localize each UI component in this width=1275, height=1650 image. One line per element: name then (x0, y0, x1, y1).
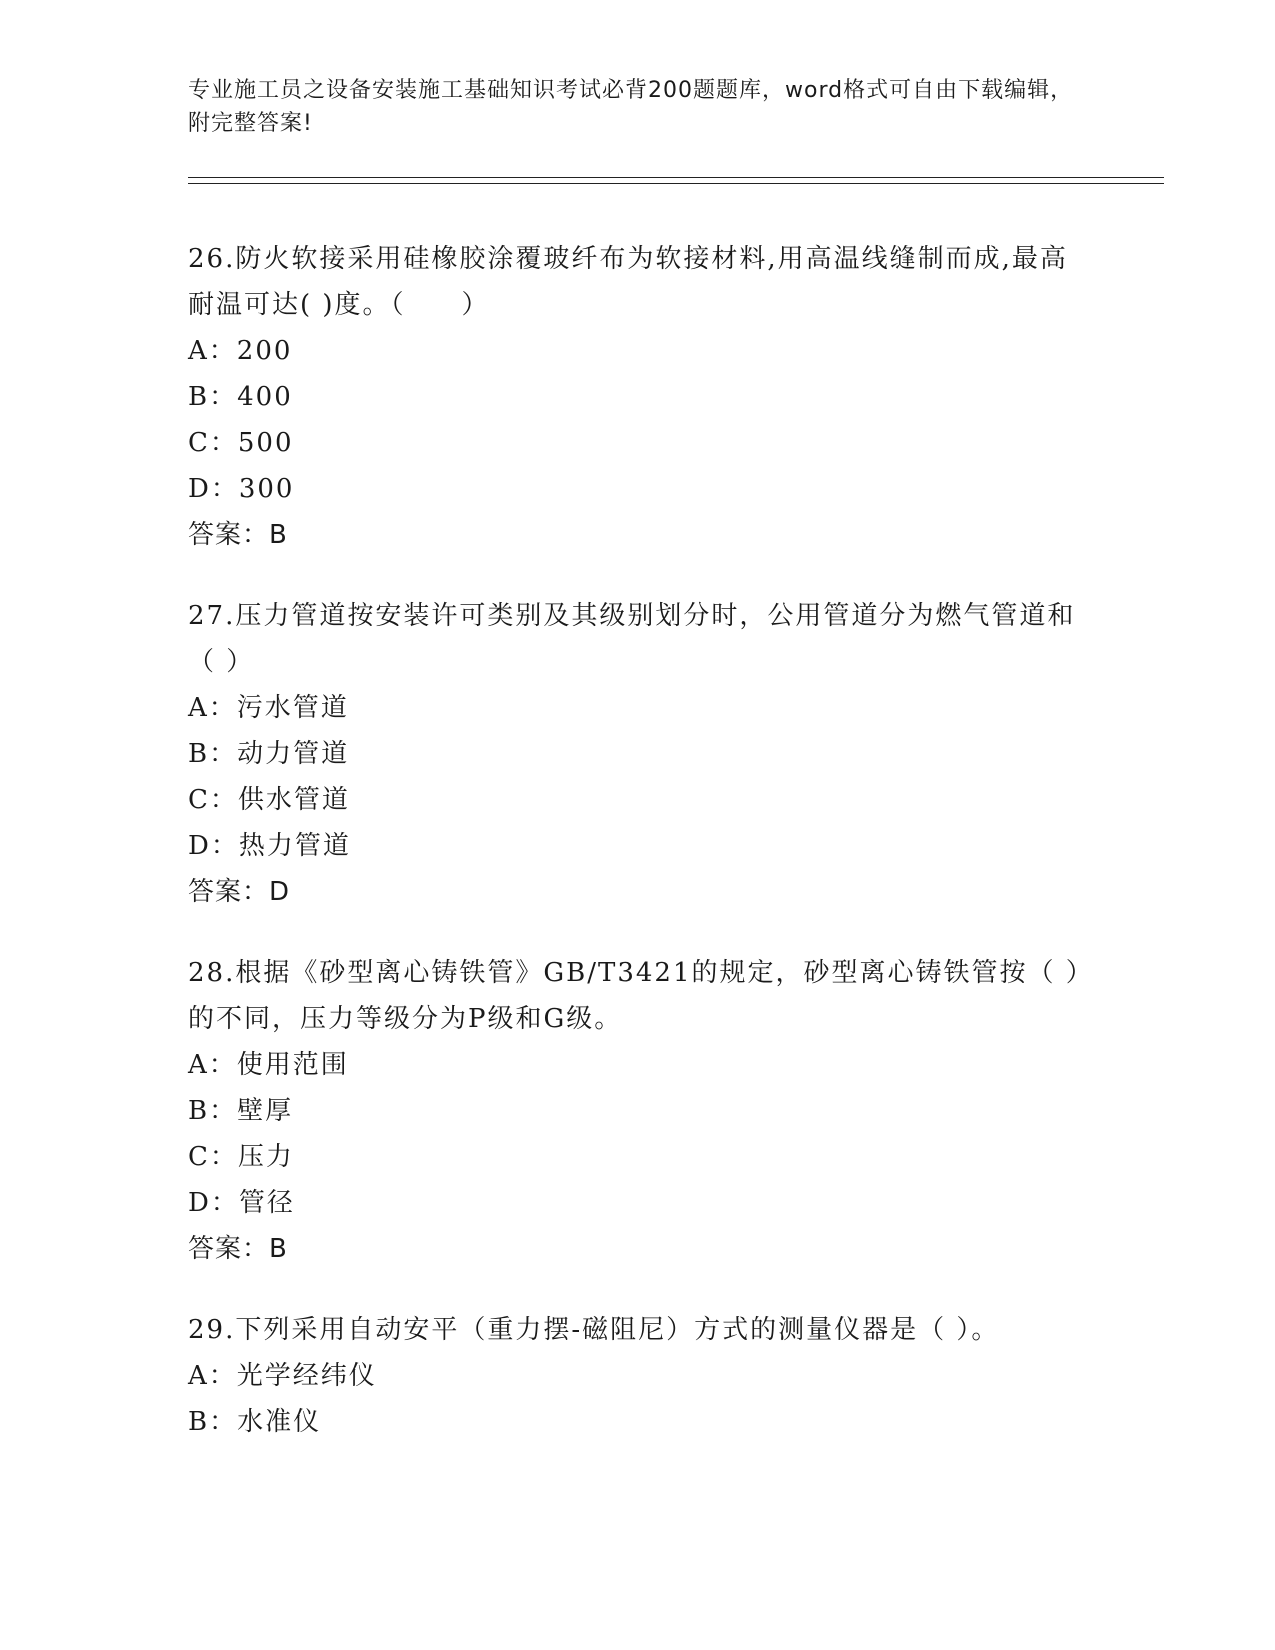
answer-line: 答案：D (188, 877, 291, 907)
option-b: B：动力管道 (188, 739, 350, 769)
option-c: C：500 (188, 428, 294, 458)
option-d: D：300 (188, 474, 295, 504)
question-item (188, 236, 1088, 558)
question-stem: 29.下列采用自动安平（重力摆-磁阻尼）方式的测量仪器是（ ）。 (188, 1315, 1000, 1345)
document-header: 专业施工员之设备安装施工基础知识考试必背200题题库，word格式可自由下载编辑，附完整答案! (188, 78, 1074, 136)
question-item (188, 950, 1088, 1272)
option-c: C：供水管道 (188, 785, 350, 815)
option-a: A：使用范围 (188, 1050, 349, 1080)
answer-line: 答案：B (188, 1234, 288, 1264)
question-stem: 27.压力管道按安装许可类别及其级别划分时，公用管道分为燃气管道和（ ） (188, 601, 1076, 677)
question-item (188, 593, 1088, 915)
question-item (188, 1307, 1088, 1445)
option-c: C：压力 (188, 1142, 294, 1172)
option-a: A：污水管道 (188, 693, 349, 723)
header-divider-top (188, 177, 1164, 178)
option-b: B：壁厚 (188, 1096, 294, 1126)
option-b: B：400 (188, 382, 293, 412)
option-d: D：管径 (188, 1188, 295, 1218)
header-divider-bottom (188, 183, 1164, 184)
question-stem: 28.根据《砂型离心铸铁管》GB/T3421的规定，砂型离心铸铁管按（ ）的不同，压力等级分为P级和G级。 (188, 958, 1081, 1034)
option-a: A：200 (188, 336, 293, 366)
question-stem: 26.防火软接采用硅橡胶涂覆玻纤布为软接材料,用高温线缝制而成,最高耐温可达( )度。（ ） (188, 244, 1068, 320)
option-d: D：热力管道 (188, 831, 351, 861)
answer-line: 答案：B (188, 520, 288, 550)
question-list (188, 236, 1088, 1480)
option-b: B：水准仪 (188, 1407, 322, 1437)
option-a: A：光学经纬仪 (188, 1361, 377, 1391)
